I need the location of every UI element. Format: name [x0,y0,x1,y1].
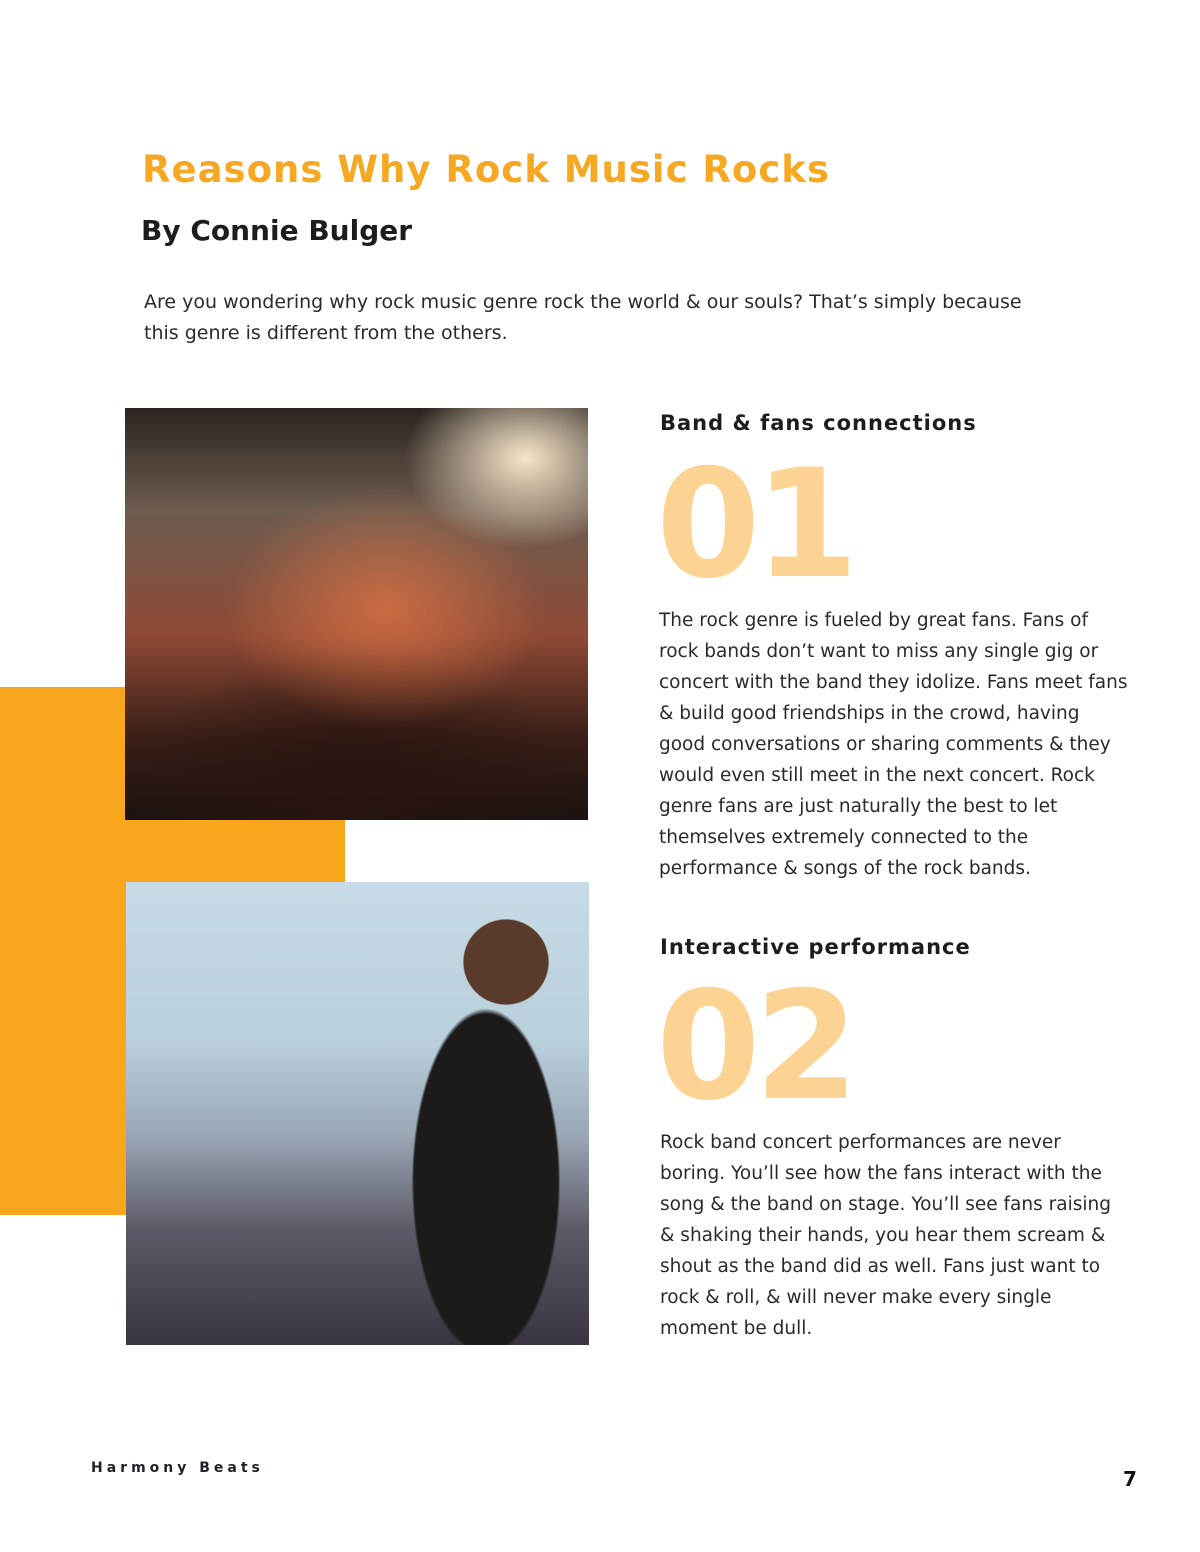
section-body: Rock band concert performances are never boring. You’ll see how the fans interact with the song & the band on stage. You’ll see fans raising & shaking their hands, you hear them scream & shout as the band did as well. Fans just want to rock & roll, & will never make every single moment be dull. [660,1132,1111,1339]
concert-crowd-photo [125,408,588,820]
section-number: 01 [656,438,853,612]
page-title: Reasons Why Rock Music Rocks [142,148,830,191]
section-heading: Band & fans connections [660,411,977,435]
author-byline: By Connie Bulger [141,214,413,247]
performer-stage-photo [126,882,589,1345]
accent-block-lower [0,880,127,1215]
section-heading: Interactive performance [660,935,971,959]
section-number: 02 [656,960,853,1134]
footer-brand: Harmony Beats [91,1460,264,1476]
intro-paragraph: Are you wondering why rock music genre rock the world & our souls? That’s simply because this genre is different from the others. [144,291,1022,344]
section-body: The rock genre is fueled by great fans. Fans of rock bands don’t want to miss any single gig or concert with the band they idolize. Fans meet fans & build good friendships in the crowd, having good conversations or sharing comments & they would even still meet in the next concert. Rock genre fans are just naturally the best to let themselves extremely connected to the performance & songs of the rock bands. [659,610,1128,879]
page-number: 7 [1123,1467,1137,1491]
